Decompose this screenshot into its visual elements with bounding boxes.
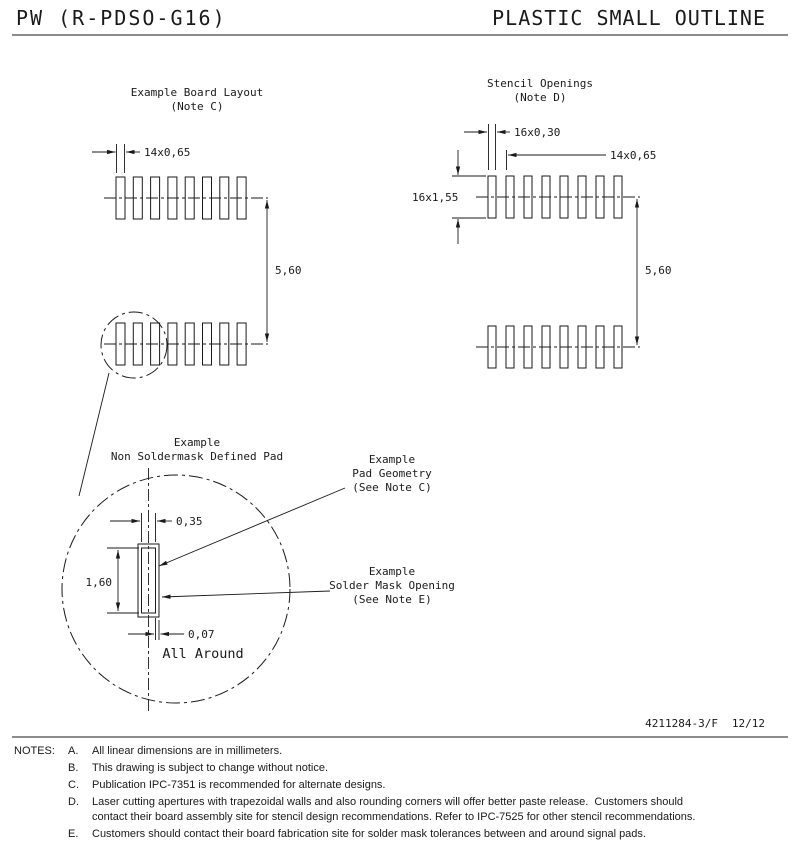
dim-pad-width-label: 0,35 [176, 515, 203, 528]
dim-mask-gap-label: 0,07 [188, 628, 215, 641]
note-item-a [68, 744, 792, 759]
dim-stencil-opening-length-label: 16x1,55 [412, 191, 459, 204]
dim-stencil-pitch-label: 14x0,65 [610, 149, 657, 162]
dim-pad-width [110, 513, 203, 542]
document-number: 4211284-3/F [645, 717, 718, 730]
note-text: This drawing is subject to change without notice. [92, 762, 329, 774]
stencil-note: (Note D) [513, 91, 567, 104]
notes-heading: NOTES: [14, 745, 55, 757]
detail-callout-circle [101, 312, 167, 378]
package-type-title: PLASTIC SMALL OUTLINE [492, 6, 766, 30]
note-letter: A. [68, 745, 79, 757]
callout-solder-mask [162, 565, 455, 606]
dim-board-row-spacing [267, 200, 302, 342]
note-item-c [68, 778, 792, 793]
note-letter: D. [68, 796, 79, 808]
dim-stencil-opening-width-label: 16x0,30 [514, 126, 561, 139]
dim-stencil-opening-width [464, 124, 560, 170]
note-item-e [68, 827, 792, 842]
package-designator-title: PW (R-PDSO-G16) [16, 6, 227, 30]
detail-callout-leader [79, 373, 109, 496]
note-text: Laser cutting apertures with trapezoidal walls and also rounding corners will offer better paste release. Customers should [92, 796, 684, 808]
note-letter: B. [68, 762, 79, 774]
note-letter: E. [68, 828, 79, 840]
callout-pad-geometry [159, 453, 432, 566]
mask-gap-note-label: All Around [162, 646, 244, 662]
note-text: Customers should contact their board fabrication site for solder mask tolerances between and around signal pads. [92, 828, 646, 840]
note-item-d [68, 795, 792, 825]
dim-mask-gap [128, 618, 244, 662]
detail-title-line2: Non Soldermask Defined Pad [110, 450, 284, 463]
dim-stencil-row-spacing-label: 5,60 [645, 264, 672, 277]
dim-board-pitch-label: 14x0,65 [144, 146, 191, 159]
callout-mask-line1: Example [368, 565, 416, 578]
callout-mask-line3: (See Note E) [352, 593, 432, 606]
board-layout-note: (Note C) [170, 100, 224, 113]
dim-board-pitch [92, 144, 190, 173]
note-letter: C. [68, 779, 79, 791]
notes-section [14, 744, 792, 844]
callout-mask-line2: Solder Mask Opening [329, 579, 455, 592]
board-layout-title: Example Board Layout [130, 86, 264, 99]
note-text: Publication IPC-7351 is recommended for alternate designs. [92, 779, 386, 791]
note-text: contact their board assembly site for stencil design recommendations. Refer to IPC-7525 for other stencil recommendations. [92, 811, 696, 823]
dim-board-row-spacing-label: 5,60 [275, 264, 302, 277]
callout-pad-line2: Pad Geometry [352, 467, 432, 480]
dim-pad-length [86, 548, 140, 613]
dim-stencil-opening-length [412, 150, 486, 244]
detail-title-line1: Example [173, 436, 221, 449]
dim-stencil-row-spacing [637, 199, 672, 345]
leader-arrow [162, 591, 330, 597]
stencil-title: Stencil Openings [487, 77, 593, 90]
dim-stencil-pitch [507, 149, 657, 170]
revision-date: 12/12 [731, 717, 765, 730]
detail-view-circle [62, 475, 290, 703]
note-item-b [68, 761, 792, 776]
callout-pad-line3: (See Note C) [352, 481, 432, 494]
callout-pad-line1: Example [368, 453, 416, 466]
dim-pad-length-label: 1,60 [85, 576, 112, 589]
note-text: All linear dimensions are in millimeters. [92, 745, 283, 757]
